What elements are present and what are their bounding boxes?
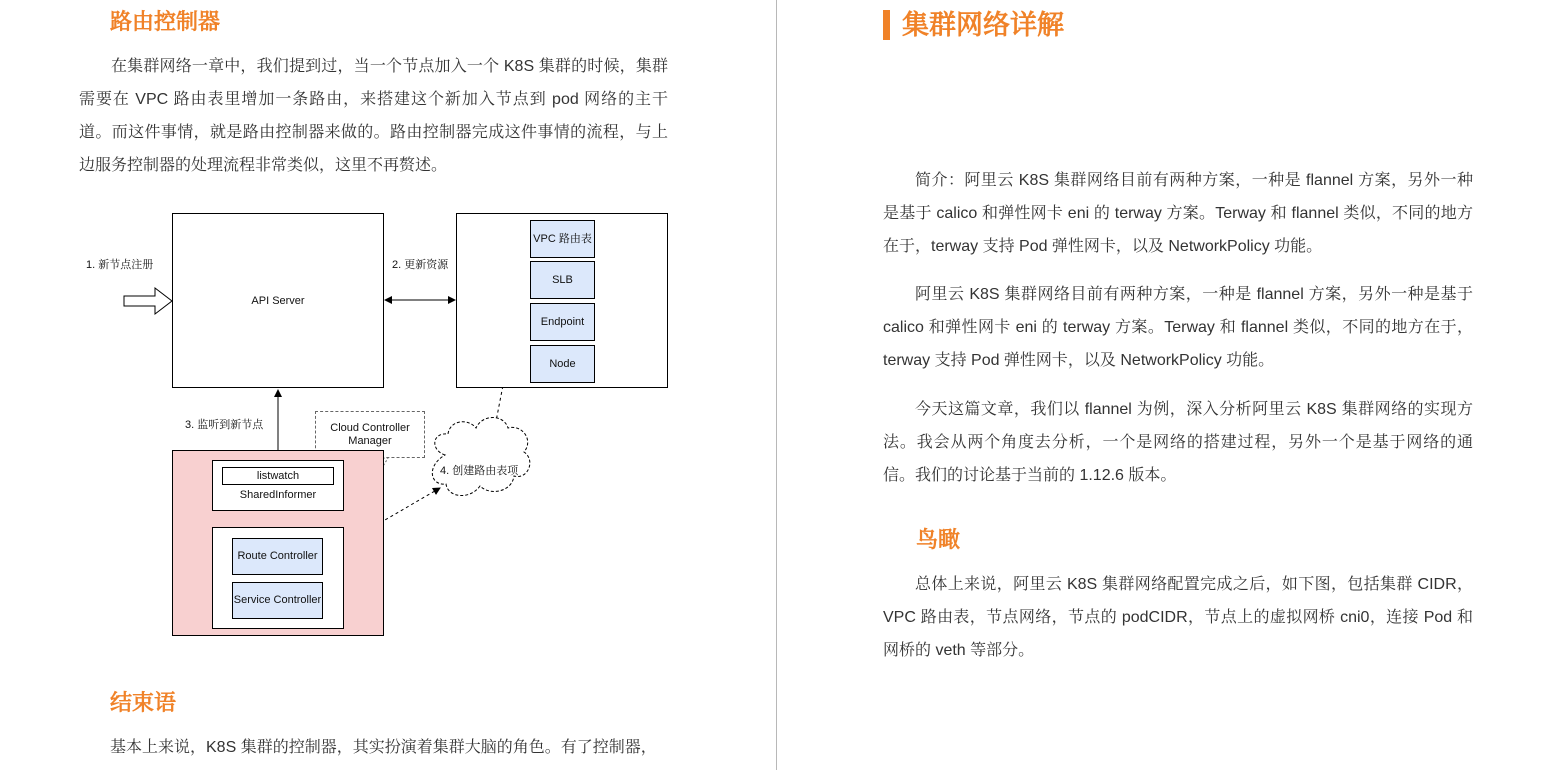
step2-label: 2. 更新资源 [392,259,449,271]
shared-informer-label: SharedInformer [239,489,317,501]
paragraph-conclusion: 基本上来说，K8S 集群的控制器，其实扮演着集群大脑的角色。有了控制器， [110,739,657,756]
resource-vpc-route-table: VPC 路由表 [530,220,595,258]
listwatch-label: listwatch [256,470,300,482]
paragraph-route-controller: 在集群网络一章中，我们提到过，当一个节点加入一个 K8S 集群的时候，集群需要在 VPC 路由表里增加一条路由，来搭建这个新加入节点到 pod 网络的主干道。而这件事情，就是路由控制器来做的。路由控制器完成这件事情的流程，与上边服务控制器的处理流程非常类似，这里不再赘述。 [79,58,668,174]
right-page [777,0,1551,770]
paragraph-schemes: 阿里云 K8S 集群网络目前有两种方案，一种是 flannel 方案，另外一种是基于 calico 和弹性网卡 eni 的 terway 方案。Terway 和 flannel 类似，不同的地方在于，terway 支持 Pod 弹性网卡，以及 NetworkPolicy 功能。 [883,286,1473,369]
cloud-shape [432,418,530,496]
api-server-label: API Server [251,294,305,307]
resource-endpoint: Endpoint [530,303,595,341]
heading-conclusion: 结束语 [110,690,177,715]
heading-overview: 鸟瞰 [916,527,961,552]
step1-label: 1. 新节点注册 [86,259,154,271]
title-accent-bar [883,10,890,40]
resource-slb: SLB [530,261,595,299]
step3-label: 3. 监听到新节点 [185,419,264,431]
service-controller-box: Service Controller [232,582,323,619]
paragraph-today: 今天这篇文章，我们以 flannel 为例，深入分析阿里云 K8S 集群网络的实现方法。我会从两个角度去分析，一个是网络的搭建过程，另外一个是基于网络的通信。我们的讨论基于当前的 1.12.6 版本。 [883,401,1473,484]
route-controller-diagram [0,0,776,700]
step4-label: 4. 创建路由表项 [440,465,519,477]
heading-route-controller: 路由控制器 [110,9,221,34]
paragraph-overview: 总体上来说，阿里云 K8S 集群网络配置完成之后，如下图，包括集群 CIDR，VPC 路由表，节点网络，节点的 podCIDR，节点上的虚拟网桥 cni0，连接 Pod 和网桥的 veth 等部分。 [883,576,1473,659]
ccm-callout-label: Cloud Controller Manager [330,421,410,447]
api-server-box [172,213,384,388]
route-controller-box: Route Controller [232,538,323,575]
article-title: 集群网络详解 [902,10,1064,40]
listwatch-box [222,467,334,485]
resource-node: Node [530,345,595,383]
register-arrow [124,288,172,314]
paragraph-intro: 简介：阿里云 K8S 集群网络目前有两种方案，一种是 flannel 方案，另外一种是基于 calico 和弹性网卡 eni 的 terway 方案。Terway 和 flannel 类似，不同的地方在于，terway 支持 Pod 弹性网卡，以及 NetworkPolicy 功能。 [883,172,1473,255]
